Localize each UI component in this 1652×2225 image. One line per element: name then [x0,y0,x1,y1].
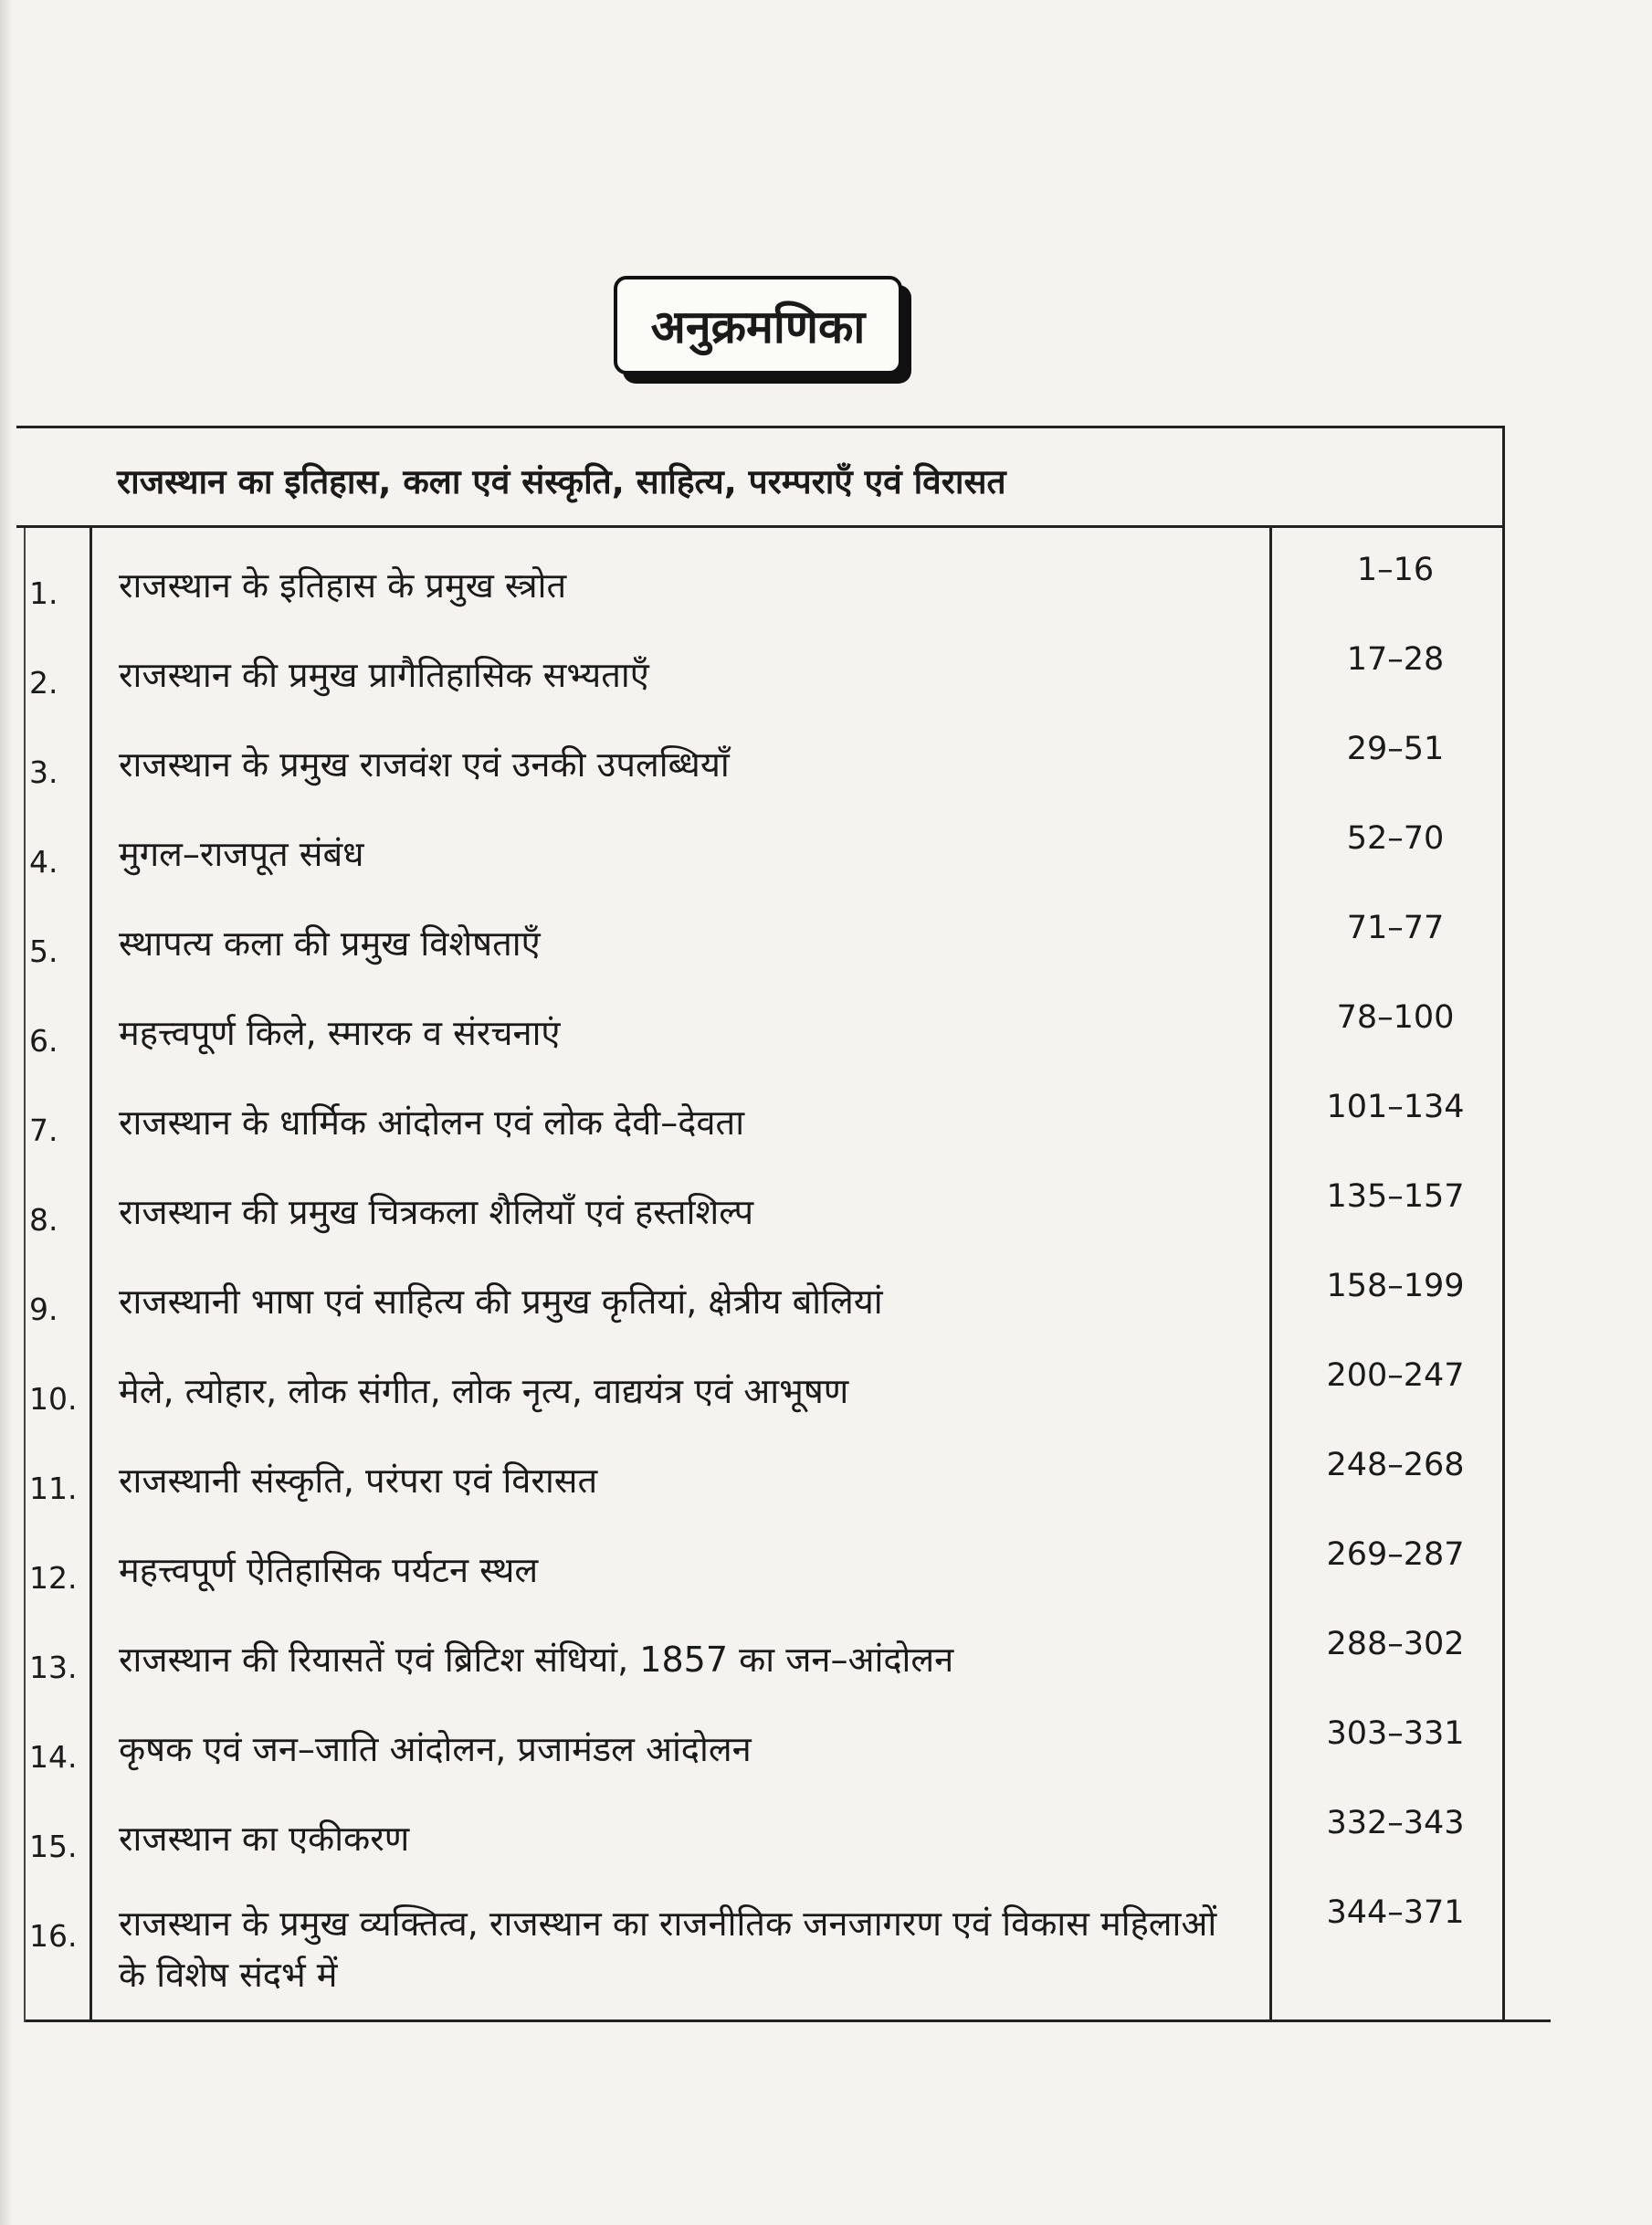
entry-title: कृषक एवं जन–जाति आंदोलन, प्रजामंडल आंदोलन [119,1729,752,1769]
toc-row [16,1348,1543,1438]
entry-pages: 332–343 [1326,1805,1465,1841]
entry-number: 6. [29,1023,58,1059]
entry-pages: 101–134 [1326,1089,1465,1125]
toc-row [16,1706,1543,1796]
entry-pages: 288–302 [1326,1626,1465,1662]
entry-pages: 344–371 [1326,1894,1465,1931]
entry-number: 3. [29,754,58,790]
entry-pages: 135–157 [1326,1178,1465,1215]
toc-row [16,1259,1543,1348]
entry-title: महत्त्वपूर्ण किले, स्मारक व संरचनाएं [119,1013,561,1053]
entry-pages: 269–287 [1326,1536,1465,1573]
entry-title: महत्त्वपूर्ण ऐतिहासिक पर्यटन स्थल [119,1550,539,1590]
entry-title: राजस्थान के प्रमुख राजवंश एवं उनकी उपलब्धियाँ [119,744,730,785]
entry-title: मेले, त्योहार, लोक संगीत, लोक नृत्य, वाद्ययंत्र एवं आभूषण [119,1371,849,1411]
entry-number: 12. [29,1560,78,1596]
entry-pages: 17–28 [1346,641,1445,678]
entry-number: 2. [29,665,58,701]
entry-title: मुगल–राजपूत संबंध [119,834,364,874]
bottom-border [26,2019,1551,2022]
entry-number: 5. [29,933,58,969]
entry-title: स्थापत्य कला की प्रमुख विशेषताएँ [119,923,541,964]
entry-pages: 200–247 [1326,1357,1465,1394]
entry-number: 9. [29,1292,58,1327]
toc-row [16,722,1543,811]
entry-number: 4. [29,844,58,880]
toc-row [16,811,1543,901]
entry-pages: 78–100 [1336,999,1455,1036]
page-edge-shadow [0,0,13,2225]
entry-title: राजस्थान की प्रमुख चित्रकला शैलियाँ एवं हस्तशिल्प [119,1192,754,1232]
entry-number: 16. [29,1918,78,1954]
entry-title: राजस्थान के धार्मिक आंदोलन एवं लोक देवी–देवता [119,1102,745,1143]
entry-number: 7. [29,1112,58,1148]
entry-number: 13. [29,1650,78,1685]
toc-row [16,1527,1543,1617]
toc-row [16,901,1543,990]
toc-row [16,1796,1543,1885]
entry-number: 8. [29,1202,58,1238]
entry-pages: 248–268 [1326,1447,1465,1483]
entry-pages: 158–199 [1326,1268,1465,1304]
entry-number: 11. [29,1471,78,1506]
entry-title: राजस्थानी भाषा एवं साहित्य की प्रमुख कृतियां, क्षेत्रीय बोलियां [119,1281,883,1322]
entry-pages: 303–331 [1326,1715,1465,1752]
toc-row [16,1617,1543,1706]
toc-row [16,1885,1543,2013]
section-title: राजस्थान का इतिहास, कला एवं संस्कृति, साहित्य, परम्पराएँ एवं विरासत [117,461,1006,501]
page-heading: अनुक्रमणिका [650,301,866,353]
entry-pages: 1–16 [1356,552,1435,588]
entry-title: राजस्थान के इतिहास के प्रमुख स्त्रोत [119,565,567,606]
entry-number: 1. [29,575,58,611]
toc-row [16,1080,1543,1169]
entry-pages: 71–77 [1346,910,1445,946]
entry-title: राजस्थान का एकीकरण [119,1819,410,1859]
entry-pages: 29–51 [1346,731,1445,767]
entry-number: 10. [29,1381,78,1417]
toc-row [16,1169,1543,1259]
toc-row [16,543,1543,632]
entry-title: राजस्थान के प्रमुख व्यक्तित्व, राजस्थान का राजनीतिक जनजागरण एवं विकास महिलाओं के विशेष संदर्भ में [119,1903,1217,1995]
entry-title: राजस्थानी संस्कृति, परंपरा एवं विरासत [119,1460,598,1501]
heading-box [614,276,902,374]
heading-frame [614,276,902,374]
toc-row [16,632,1543,722]
entry-number: 14. [29,1739,78,1775]
toc-row [16,990,1543,1080]
table-of-contents [16,426,1543,2022]
toc-row [16,1438,1543,1527]
entry-title: राजस्थान की रियासतें एवं ब्रिटिश संधियां, 1857 का जन–आंदोलन [119,1640,954,1680]
entry-number: 15. [29,1829,78,1864]
entry-title: राजस्थान की प्रमुख प्रागैतिहासिक सभ्यताएँ [119,655,649,695]
entries-list [16,543,1543,2013]
section-header [16,426,1505,528]
entry-pages: 52–70 [1346,820,1445,857]
